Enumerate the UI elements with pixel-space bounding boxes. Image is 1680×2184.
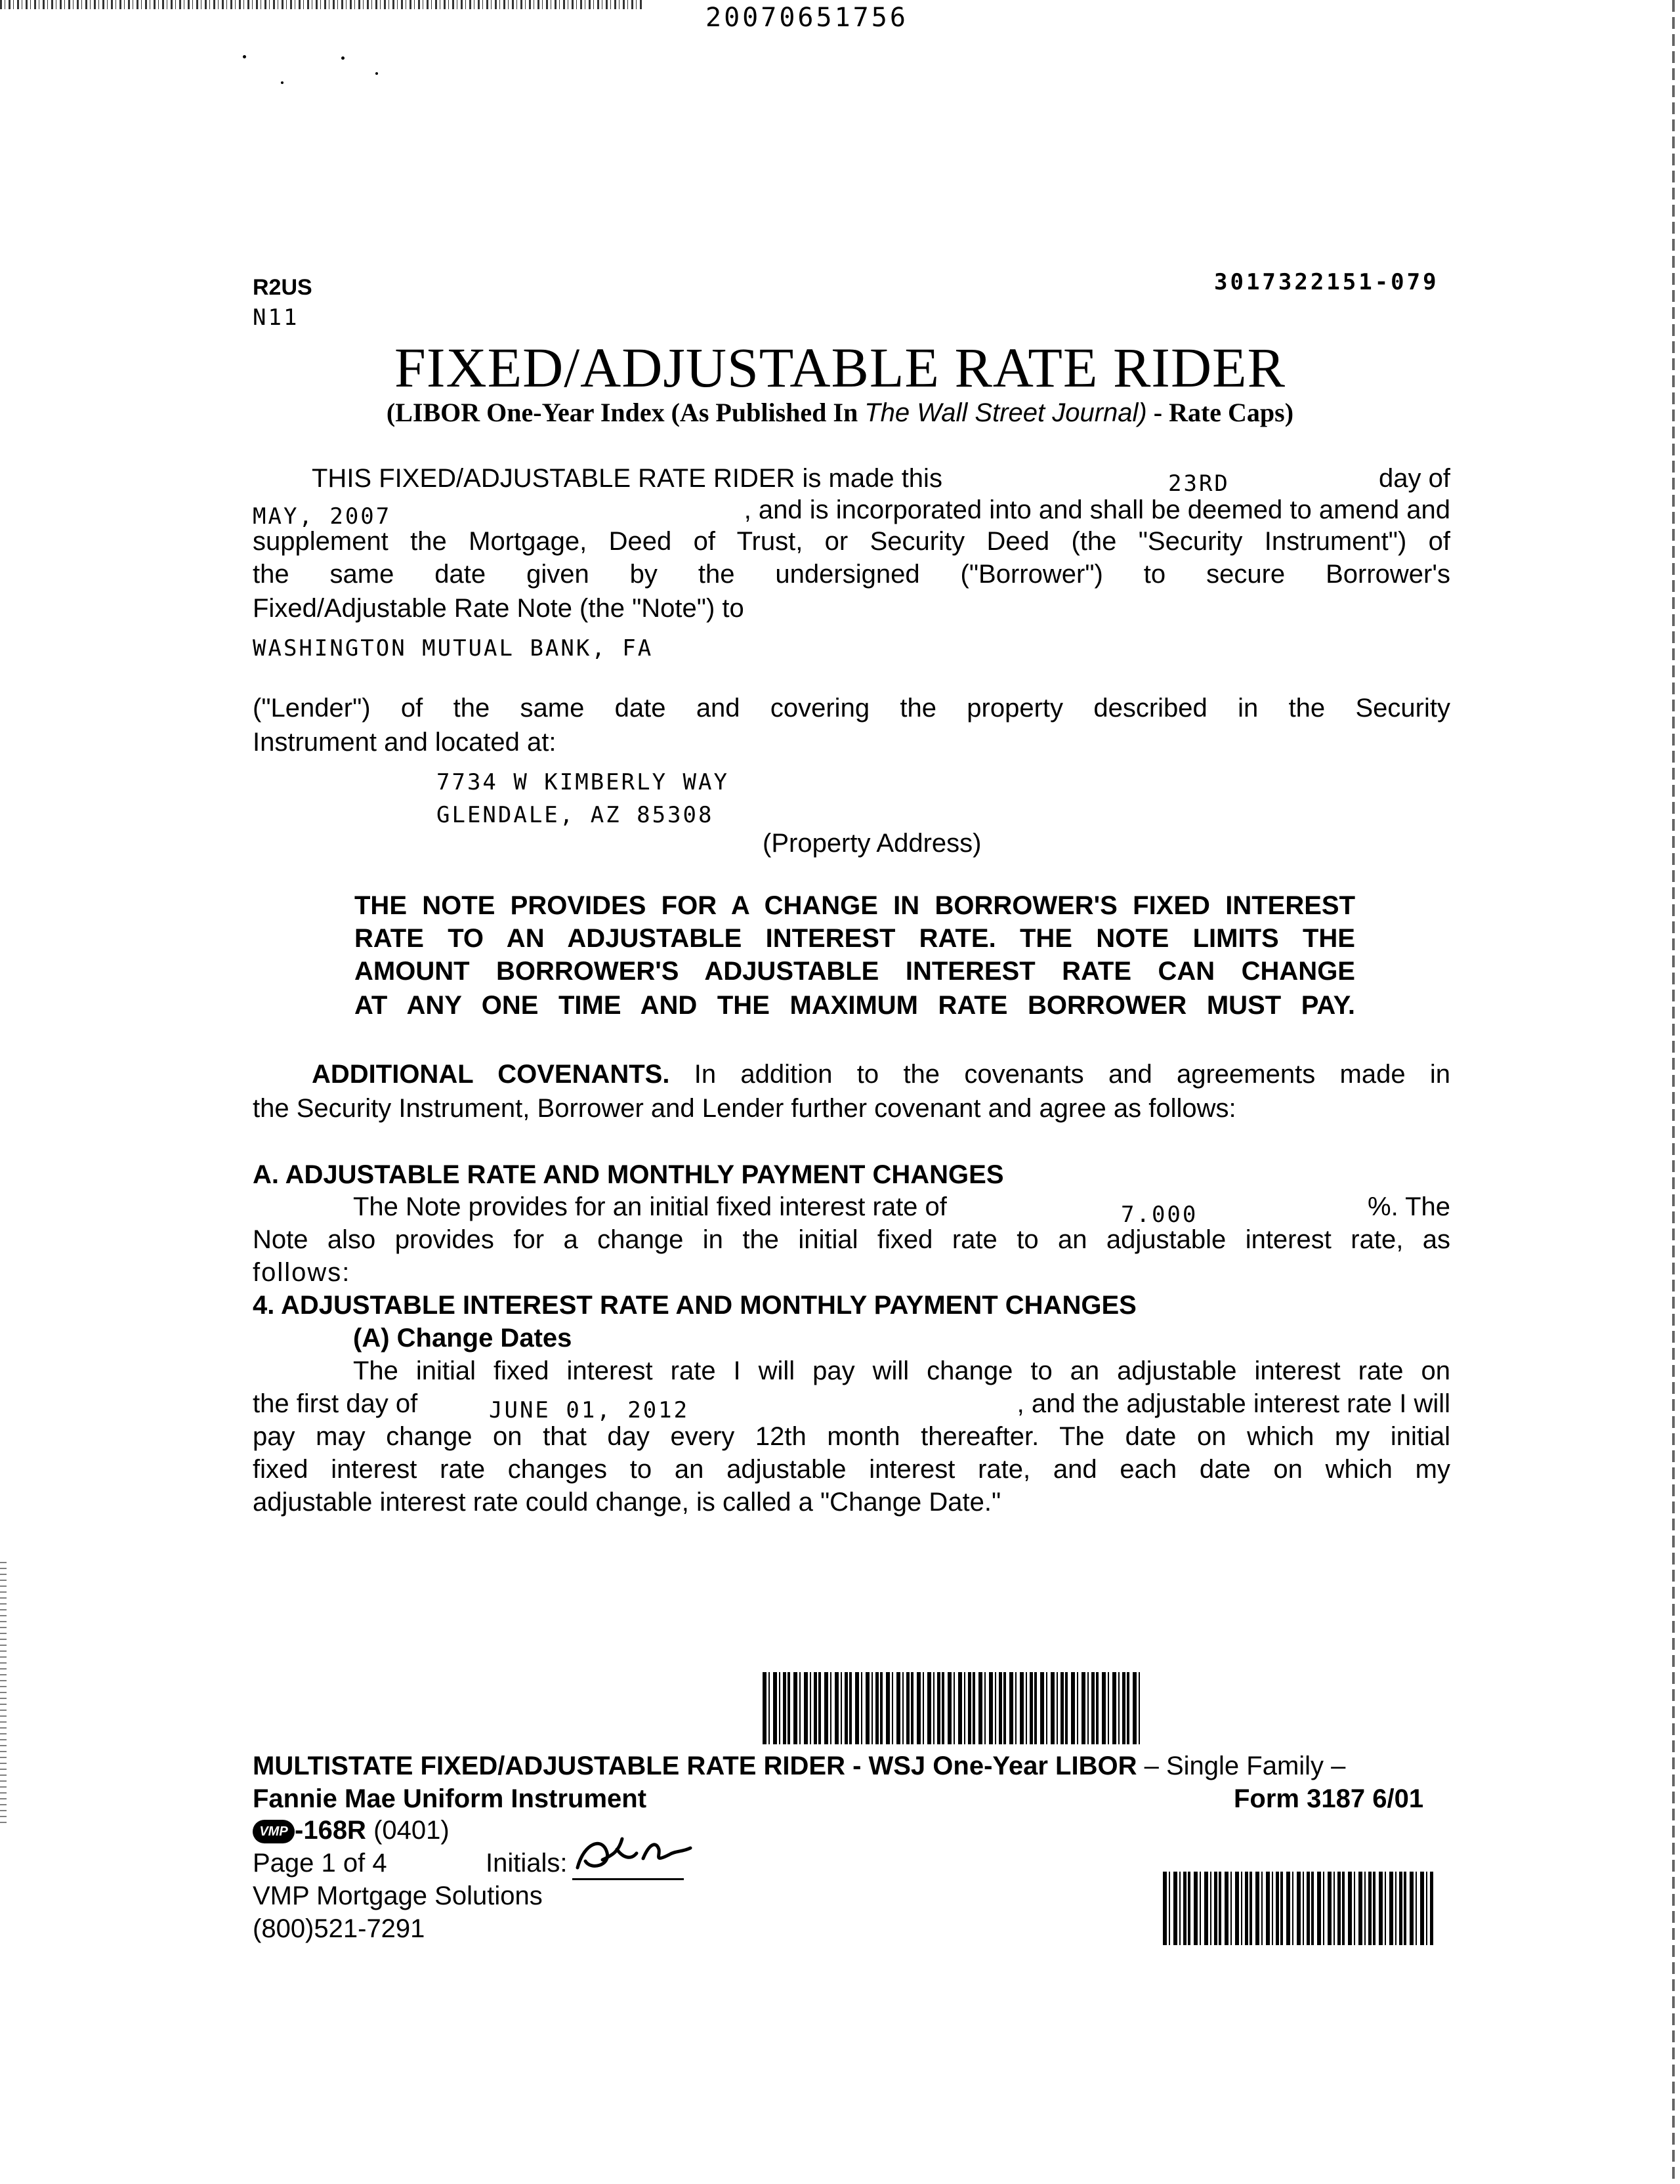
property-address-caption: (Property Address) (763, 829, 982, 858)
barcode-bottom (1163, 1872, 1433, 1945)
speck (375, 72, 378, 75)
form-code-n11: N11 (253, 304, 299, 331)
speck (341, 56, 345, 60)
covenants-line-2: the Security Instrument, Borrower and Lender further covenant and agree as follows: (253, 1094, 1236, 1123)
footer-page-number: Page 1 of 4 (253, 1849, 387, 1878)
section-a-percent: %. The (1368, 1192, 1450, 1221)
intro-line-7: Instrument and located at: (253, 728, 556, 757)
section-4-line-2 (253, 1387, 1450, 1423)
scan-artifact-left (0, 1562, 7, 1824)
section-a-rate-text: The Note provides for an initial fixed interest rate of (353, 1192, 947, 1221)
vmp-logo-icon: VMP (253, 1820, 295, 1843)
page-subtitle (0, 396, 1680, 429)
footer-form-title: MULTISTATE FIXED/ADJUSTABLE RATE RIDER - WSJ One-Year LIBOR (253, 1752, 1137, 1780)
intro-line-5: Fixed/Adjustable Rate Note (the "Note") to (253, 594, 744, 623)
footer-form-number: Form 3187 6/01 (1234, 1784, 1424, 1813)
section-4-heading: 4. ADJUSTABLE INTEREST RATE AND MONTHLY PAYMENT CHANGES (253, 1291, 1137, 1320)
covenants-heading: ADDITIONAL COVENANTS. (312, 1060, 670, 1089)
page-title: FIXED/ADJUSTABLE RATE RIDER (394, 336, 1286, 399)
section-4-line-4: fixed interest rate changes to an adjustable interest rate, and each date on which my (253, 1455, 1450, 1484)
notice-line-1: THE NOTE PROVIDES FOR A CHANGE IN BORROWER'S FIXED INTEREST (354, 891, 1355, 920)
footer-initials-label: Initials: (486, 1849, 568, 1878)
loan-number: 3017322151-079 (1214, 269, 1439, 295)
subtitle-prefix: (LIBOR One-Year Index (As Published In (386, 398, 865, 427)
intro-line-6: ("Lender") of the same date and covering the property described in the Security (253, 694, 1450, 723)
covenants-line-1 (312, 1058, 1450, 1091)
speck (281, 81, 284, 84)
barcode-top (763, 1672, 1140, 1744)
first-change-date: JUNE 01, 2012 (489, 1397, 690, 1423)
footer-instrument: Fannie Mae Uniform Instrument (253, 1784, 647, 1813)
subtitle-journal: The Wall Street Journal) (864, 398, 1147, 427)
footer-phone: (800)521-7291 (253, 1914, 425, 1943)
section-a-line-2: Note also provides for a change in the initial fixed rate to an adjustable interest rate, as (253, 1225, 1450, 1254)
section-4-adjustable-text: , and the adjustable interest rate I will (1017, 1389, 1450, 1418)
section-4-line-1: The initial fixed interest rate I will pay will change to an adjustable interest rate on (353, 1356, 1450, 1385)
vmp-form-code: -168R (295, 1816, 366, 1845)
subtitle-suffix: - Rate Caps) (1146, 398, 1294, 427)
rider-month-year: MAY, 2007 (253, 503, 392, 530)
footer-vendor: VMP Mortgage Solutions (253, 1881, 543, 1910)
form-code-r2us: R2US (253, 275, 312, 300)
section-a-line-3: follows: (253, 1258, 351, 1287)
intro-day-of: day of (1379, 464, 1450, 493)
footer-vmp-code-line (253, 1814, 450, 1847)
initial-interest-rate: 7.000 (1121, 1202, 1198, 1228)
section-4-line-5: adjustable interest rate could change, is called a "Change Date." (253, 1488, 1001, 1517)
property-address-line-2: GLENDALE, AZ 85308 (436, 802, 714, 828)
scan-artifact-right (1672, 0, 1675, 2184)
section-a-heading: A. ADJUSTABLE RATE AND MONTHLY PAYMENT CHANGES (253, 1160, 1004, 1189)
intro-text: THIS FIXED/ADJUSTABLE RATE RIDER is made this (312, 464, 942, 493)
intro-line-3: supplement the Mortgage, Deed of Trust, or Security Deed (the "Security Instrument") of (253, 527, 1450, 556)
section-a-line-1 (353, 1190, 1450, 1228)
section-4-line-3: pay may change on that day every 12th month thereafter. The date on which my initial (253, 1422, 1450, 1451)
notice-line-3: AMOUNT BORROWER'S ADJUSTABLE INTEREST RATE CAN CHANGE (354, 957, 1355, 986)
footer-single-family: – Single Family – (1137, 1752, 1346, 1780)
notice-line-2: RATE TO AN ADJUSTABLE INTEREST RATE. THE NOTE LIMITS THE (354, 924, 1355, 953)
covenants-text: In addition to the covenants and agreements made in (669, 1060, 1450, 1089)
intro-incorporated: , and is incorporated into and shall be deemed to amend and (744, 495, 1450, 524)
document-number-stamp: 20070651756 (705, 3, 908, 33)
vmp-form-revision: (0401) (366, 1816, 450, 1845)
intro-line-4: the same date given by the undersigned ("Borrower") to secure Borrower's (253, 560, 1450, 589)
rider-day: 23RD (1168, 471, 1230, 497)
section-4-first-day-text: the first day of (253, 1389, 418, 1418)
intro-line-1 (312, 462, 1450, 495)
initials-signature (571, 1830, 696, 1882)
lender-name: WASHINGTON MUTUAL BANK, FA (253, 635, 654, 662)
property-address-line-1: 7734 W KIMBERLY WAY (436, 769, 729, 795)
footer-form-title-line (253, 1750, 1450, 1782)
scan-artifact-top (0, 0, 643, 9)
notice-line-4: AT ANY ONE TIME AND THE MAXIMUM RATE BORROWER MUST PAY. (354, 991, 1355, 1020)
speck (243, 55, 246, 58)
section-4a-subheading: (A) Change Dates (353, 1324, 572, 1353)
